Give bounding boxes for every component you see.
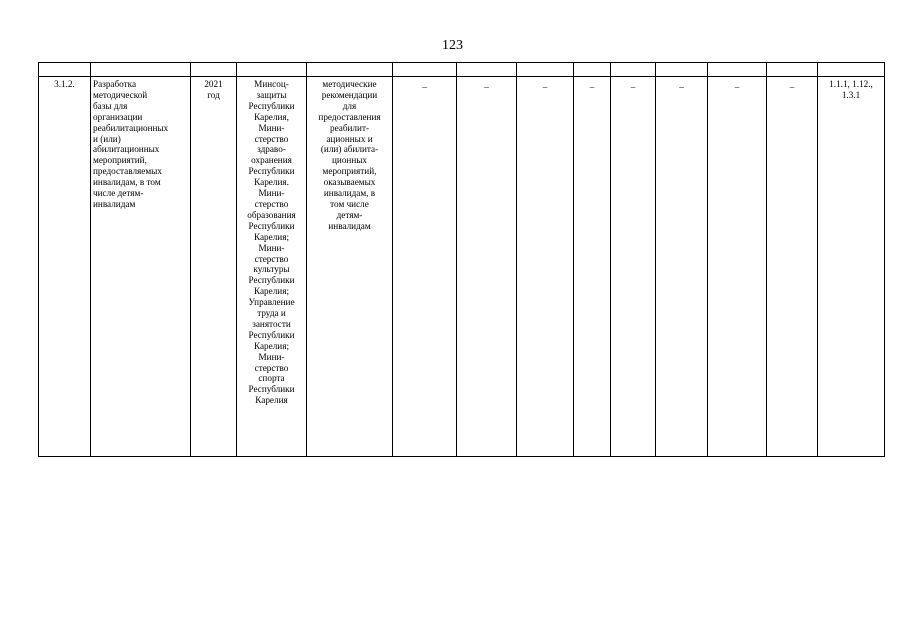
header-cell — [307, 63, 393, 77]
header-cell — [656, 63, 708, 77]
links-cell: 1.1.1, 1.12., 1.3.1 — [818, 77, 885, 457]
row-index-cell: 3.1.2. — [39, 77, 91, 457]
header-cell — [39, 63, 91, 77]
measures-table — [38, 62, 885, 457]
value-cell: – — [708, 77, 767, 457]
header-cell — [574, 63, 611, 77]
value-cell: – — [517, 77, 574, 457]
header-cell — [457, 63, 517, 77]
page-number: 123 — [442, 38, 463, 53]
header-cell — [818, 63, 885, 77]
value-cell: – — [393, 77, 457, 457]
executors-cell: Минсоц- защиты Республики Карелия, Мини- стерство здраво- охранения Республики Карелия. Мини- стерство образования Республики Карелия; Мини- стерство культуры Республики Карелия; Управление труда и занятости Республики Карелия; Мини- стерство спорта Республики Карелия — [237, 77, 307, 457]
value-cell: – — [611, 77, 656, 457]
table-row — [39, 77, 885, 457]
value-cell: – — [457, 77, 517, 457]
value-cell: – — [767, 77, 818, 457]
header-cell — [91, 63, 191, 77]
value-cell: – — [656, 77, 708, 457]
header-cell — [237, 63, 307, 77]
header-cell — [708, 63, 767, 77]
year-cell: 2021 год — [191, 77, 237, 457]
header-cell — [191, 63, 237, 77]
value-cell: – — [574, 77, 611, 457]
table-header-row — [39, 63, 885, 77]
measure-name-cell: Разработка методической базы для организации реабилитационных и (или) абилитационных мероприятий, предоставляемых инвалидам, в том числе детям- инвалидам — [91, 77, 191, 457]
result-cell: методические рекомендации для предоставления реабилит- ационных и (или) абилита- ционных мероприятий, оказываемых инвалидам, в том числе детям- инвалидам — [307, 77, 393, 457]
header-cell — [393, 63, 457, 77]
header-cell — [517, 63, 574, 77]
header-cell — [611, 63, 656, 77]
header-cell — [767, 63, 818, 77]
